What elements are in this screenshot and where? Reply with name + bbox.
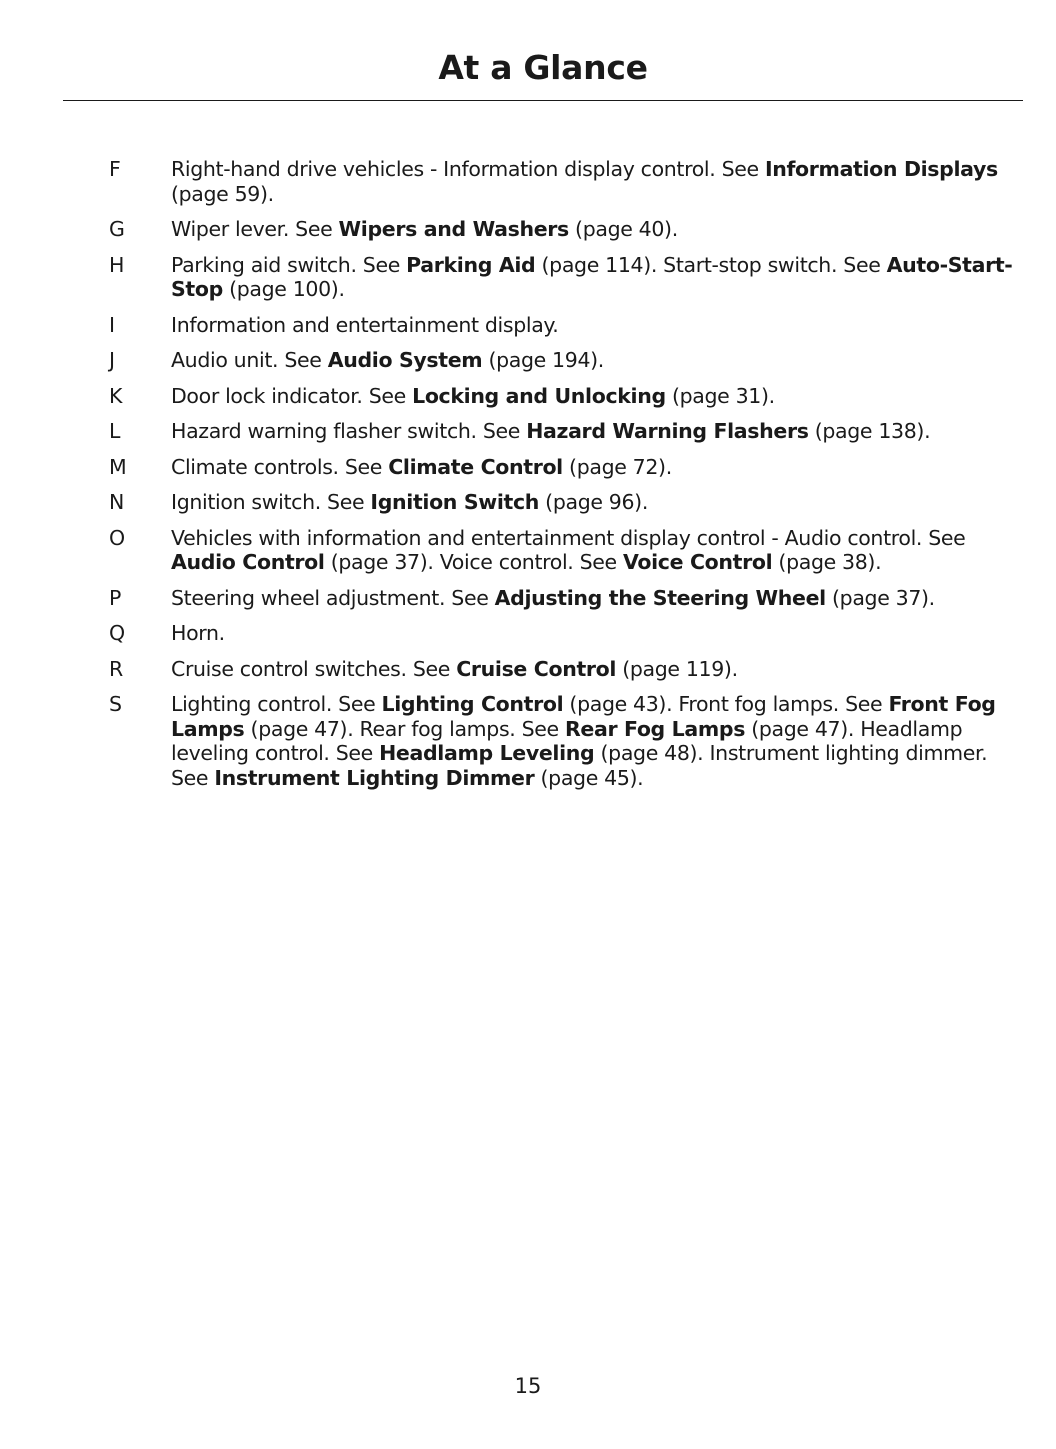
legend-letter: I xyxy=(109,312,115,337)
page-title: At a Glance xyxy=(438,48,648,87)
description-text: Hazard warning flasher switch. See xyxy=(171,419,527,443)
description-text: (page 47). Headlamp leveling control. See xyxy=(171,716,963,765)
description-text: (page 40). xyxy=(568,217,678,241)
legend-item xyxy=(100,313,1020,338)
description-text: Right-hand drive vehicles - Information display control. See xyxy=(171,157,765,181)
cross-reference-link[interactable]: Climate Control xyxy=(388,454,563,479)
description-text: (page 119). xyxy=(616,656,738,681)
legend-letter: M xyxy=(109,454,127,479)
cross-reference-link[interactable]: Cruise Control xyxy=(456,656,617,681)
legend-item xyxy=(100,384,1020,409)
legend-item xyxy=(100,455,1020,480)
cross-reference-link[interactable]: Headlamp Leveling xyxy=(379,741,595,765)
legend-letter: J xyxy=(109,348,115,372)
cross-reference-link[interactable]: Ignition Switch xyxy=(370,490,540,514)
cross-reference-link[interactable]: Auto-Start-Stop xyxy=(171,252,1013,301)
legend-item xyxy=(100,692,1020,790)
legend-list xyxy=(100,157,1020,801)
legend-description xyxy=(171,419,1020,444)
legend-letter: R xyxy=(109,656,123,681)
description-text: Vehicles with information and entertainment display control - Audio control. See xyxy=(171,525,966,550)
cross-reference-link[interactable]: Hazard Warning Flashers xyxy=(526,419,809,443)
legend-letter: F xyxy=(109,157,121,181)
legend-item xyxy=(100,217,1020,242)
cross-reference-link[interactable]: Voice Control xyxy=(623,550,773,574)
legend-description xyxy=(171,348,1020,373)
cross-reference-link[interactable]: Front Fog Lamps xyxy=(171,692,996,741)
cross-reference-link[interactable]: Locking and Unlocking xyxy=(412,383,666,408)
description-text: Lighting control. See xyxy=(171,692,382,716)
cross-reference-link[interactable]: Instrument Lighting Dimmer xyxy=(214,765,535,790)
legend-description xyxy=(171,490,1020,515)
cross-reference-link[interactable]: Wipers and Washers xyxy=(338,217,569,241)
legend-item xyxy=(100,157,1020,206)
legend-letter: Q xyxy=(109,621,125,645)
legend-description xyxy=(171,384,1020,409)
description-text: (page 45). xyxy=(534,765,644,790)
legend-description xyxy=(171,692,1020,790)
description-text: (page 96). xyxy=(539,490,648,514)
description-text: Cruise control switches. See xyxy=(171,656,457,681)
legend-letter: G xyxy=(109,217,125,241)
description-text: (page 114). Start-stop switch. See xyxy=(535,252,887,277)
description-text: Steering wheel adjustment. See xyxy=(171,585,495,610)
description-text: Wiper lever. See xyxy=(171,217,339,241)
legend-item xyxy=(100,586,1020,611)
legend-letter: O xyxy=(109,525,125,550)
description-text: (page 138). xyxy=(808,419,931,443)
description-text: (page 59). xyxy=(171,181,274,206)
description-text: Audio unit. See xyxy=(171,348,328,372)
legend-letter: P xyxy=(109,585,122,610)
description-text: (page 37). xyxy=(825,585,935,610)
description-text: Horn. xyxy=(171,621,225,645)
description-text: (page 72). xyxy=(562,454,672,479)
legend-item xyxy=(100,253,1020,302)
legend-item xyxy=(100,490,1020,515)
cross-reference-link[interactable]: Adjusting the Steering Wheel xyxy=(494,585,826,610)
description-text: Parking aid switch. See xyxy=(171,252,407,277)
description-text: (page 37). Voice control. See xyxy=(324,550,623,574)
legend-letter: L xyxy=(109,419,121,443)
page-number: 15 xyxy=(514,1374,542,1398)
cross-reference-link[interactable]: Audio Control xyxy=(171,550,325,574)
legend-description xyxy=(171,621,1020,646)
description-text: (page 194). xyxy=(482,348,604,372)
description-text: (page 48). Instrument lighting dimmer. See xyxy=(171,741,988,790)
cross-reference-link[interactable]: Lighting Control xyxy=(381,692,564,716)
legend-item xyxy=(100,657,1020,682)
cross-reference-link[interactable]: Audio System xyxy=(327,348,483,372)
description-text: (page 47). Rear fog lamps. See xyxy=(244,716,565,741)
legend-letter: K xyxy=(109,383,123,408)
legend-letter: H xyxy=(109,252,125,277)
legend-description xyxy=(171,217,1020,242)
page-header xyxy=(63,40,1023,101)
cross-reference-link[interactable]: Parking Aid xyxy=(406,252,536,277)
legend-description xyxy=(171,253,1020,302)
description-text: Climate controls. See xyxy=(171,454,389,479)
legend-description xyxy=(171,157,1020,206)
cross-reference-link[interactable]: Information Displays xyxy=(764,157,998,181)
legend-description xyxy=(171,586,1020,611)
legend-item xyxy=(100,526,1020,575)
legend-description xyxy=(171,526,1020,575)
description-text: (page 100). xyxy=(222,277,345,301)
description-text: Door lock indicator. See xyxy=(171,383,413,408)
description-text: (page 31). xyxy=(665,383,775,408)
legend-letter: N xyxy=(109,490,124,514)
description-text: Ignition switch. See xyxy=(171,490,371,514)
legend-description xyxy=(171,657,1020,682)
description-text: Information and entertainment display. xyxy=(171,312,559,337)
legend-item xyxy=(100,621,1020,646)
legend-letter: S xyxy=(109,692,122,716)
description-text: (page 38). xyxy=(772,550,882,574)
legend-item xyxy=(100,348,1020,373)
cross-reference-link[interactable]: Rear Fog Lamps xyxy=(564,716,746,741)
legend-description xyxy=(171,313,1020,338)
description-text: (page 43). Front fog lamps. See xyxy=(563,692,889,716)
legend-description xyxy=(171,455,1020,480)
legend-item xyxy=(100,419,1020,444)
